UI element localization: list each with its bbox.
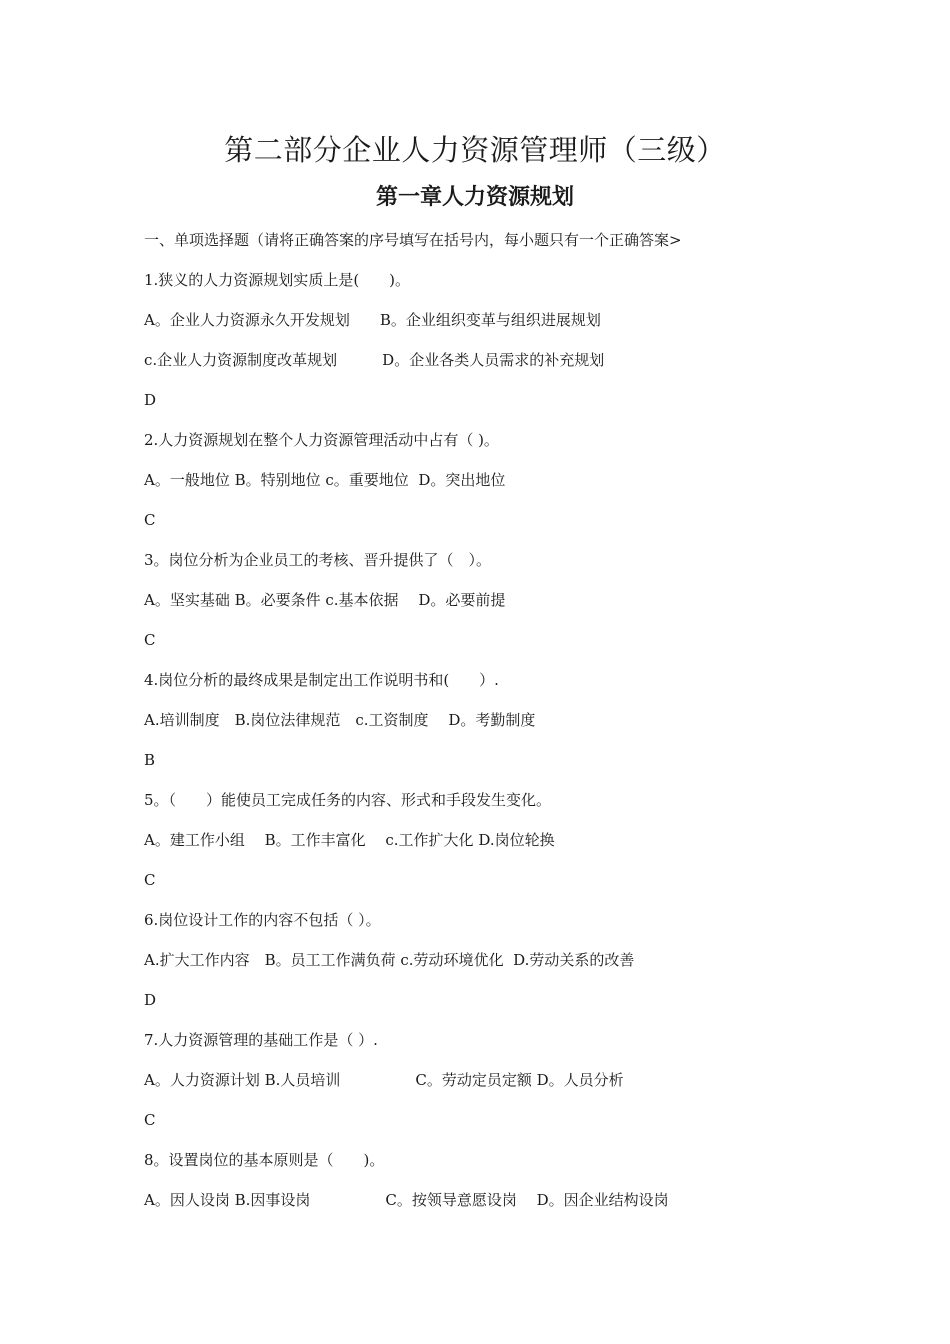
question-stem: 7.人力资源管理的基础工作是（ ）. [144, 1031, 378, 1049]
question-stem: 8。设置岗位的基本原则是（ )。 [144, 1151, 385, 1169]
question-answer: C [144, 1111, 156, 1129]
section-heading: 一、单项选择题（请将正确答案的序号填写在括号内，每小题只有一个正确答案> [144, 231, 682, 249]
question-stem: 1.狭义的人力资源规划实质上是( )。 [144, 271, 411, 289]
question-answer: D [144, 391, 157, 409]
question-options: A。人力资源计划 B.人员培训 C。劳动定员定额 D。人员分析 [144, 1071, 624, 1089]
question-stem: 6.岗位设计工作的内容不包括（ ）。 [144, 911, 381, 929]
question-answer: B [144, 751, 156, 769]
question-options: A。坚实基础 B。必要条件 c.基本依据 D。必要前提 [144, 591, 506, 609]
question-options: A。因人设岗 B.因事设岗 C。按领导意愿设岗 D。因企业结构设岗 [144, 1191, 669, 1209]
question-stem: 2.人力资源规划在整个人力资源管理活动中占有（ )。 [144, 431, 499, 449]
question-options: c.企业人力资源制度改革规划 D。企业各类人员需求的补充规划 [144, 351, 605, 369]
question-stem: 4.岗位分析的最终成果是制定出工作说明书和( ）. [144, 671, 499, 689]
question-options: A.扩大工作内容 B。员工工作满负荷 c.劳动环境优化 D.劳动关系的改善 [144, 951, 635, 969]
question-options: A.培训制度 B.岗位法律规范 c.工资制度 D。考勤制度 [144, 711, 536, 729]
document-title: 第二部分企业人力资源管理师（三级） [224, 133, 726, 167]
question-options: A。企业人力资源永久开发规划 B。企业组织变革与组织进展规划 [144, 311, 601, 329]
question-answer: C [144, 631, 156, 649]
question-options: A。建工作小组 B。工作丰富化 c.工作扩大化 D.岗位轮换 [144, 831, 555, 849]
question-stem: 3。岗位分析为企业员工的考核、晋升提供了（ ）。 [144, 551, 492, 569]
question-options: A。一般地位 B。特别地位 c。重要地位 D。突出地位 [144, 471, 506, 489]
chapter-heading: 第一章人力资源规划 [375, 184, 574, 210]
question-answer: C [144, 511, 156, 529]
question-answer: D [144, 991, 157, 1009]
question-answer: C [144, 871, 156, 889]
question-stem: 5。（ ）能使员工完成任务的内容、形式和手段发生变化。 [144, 791, 552, 809]
